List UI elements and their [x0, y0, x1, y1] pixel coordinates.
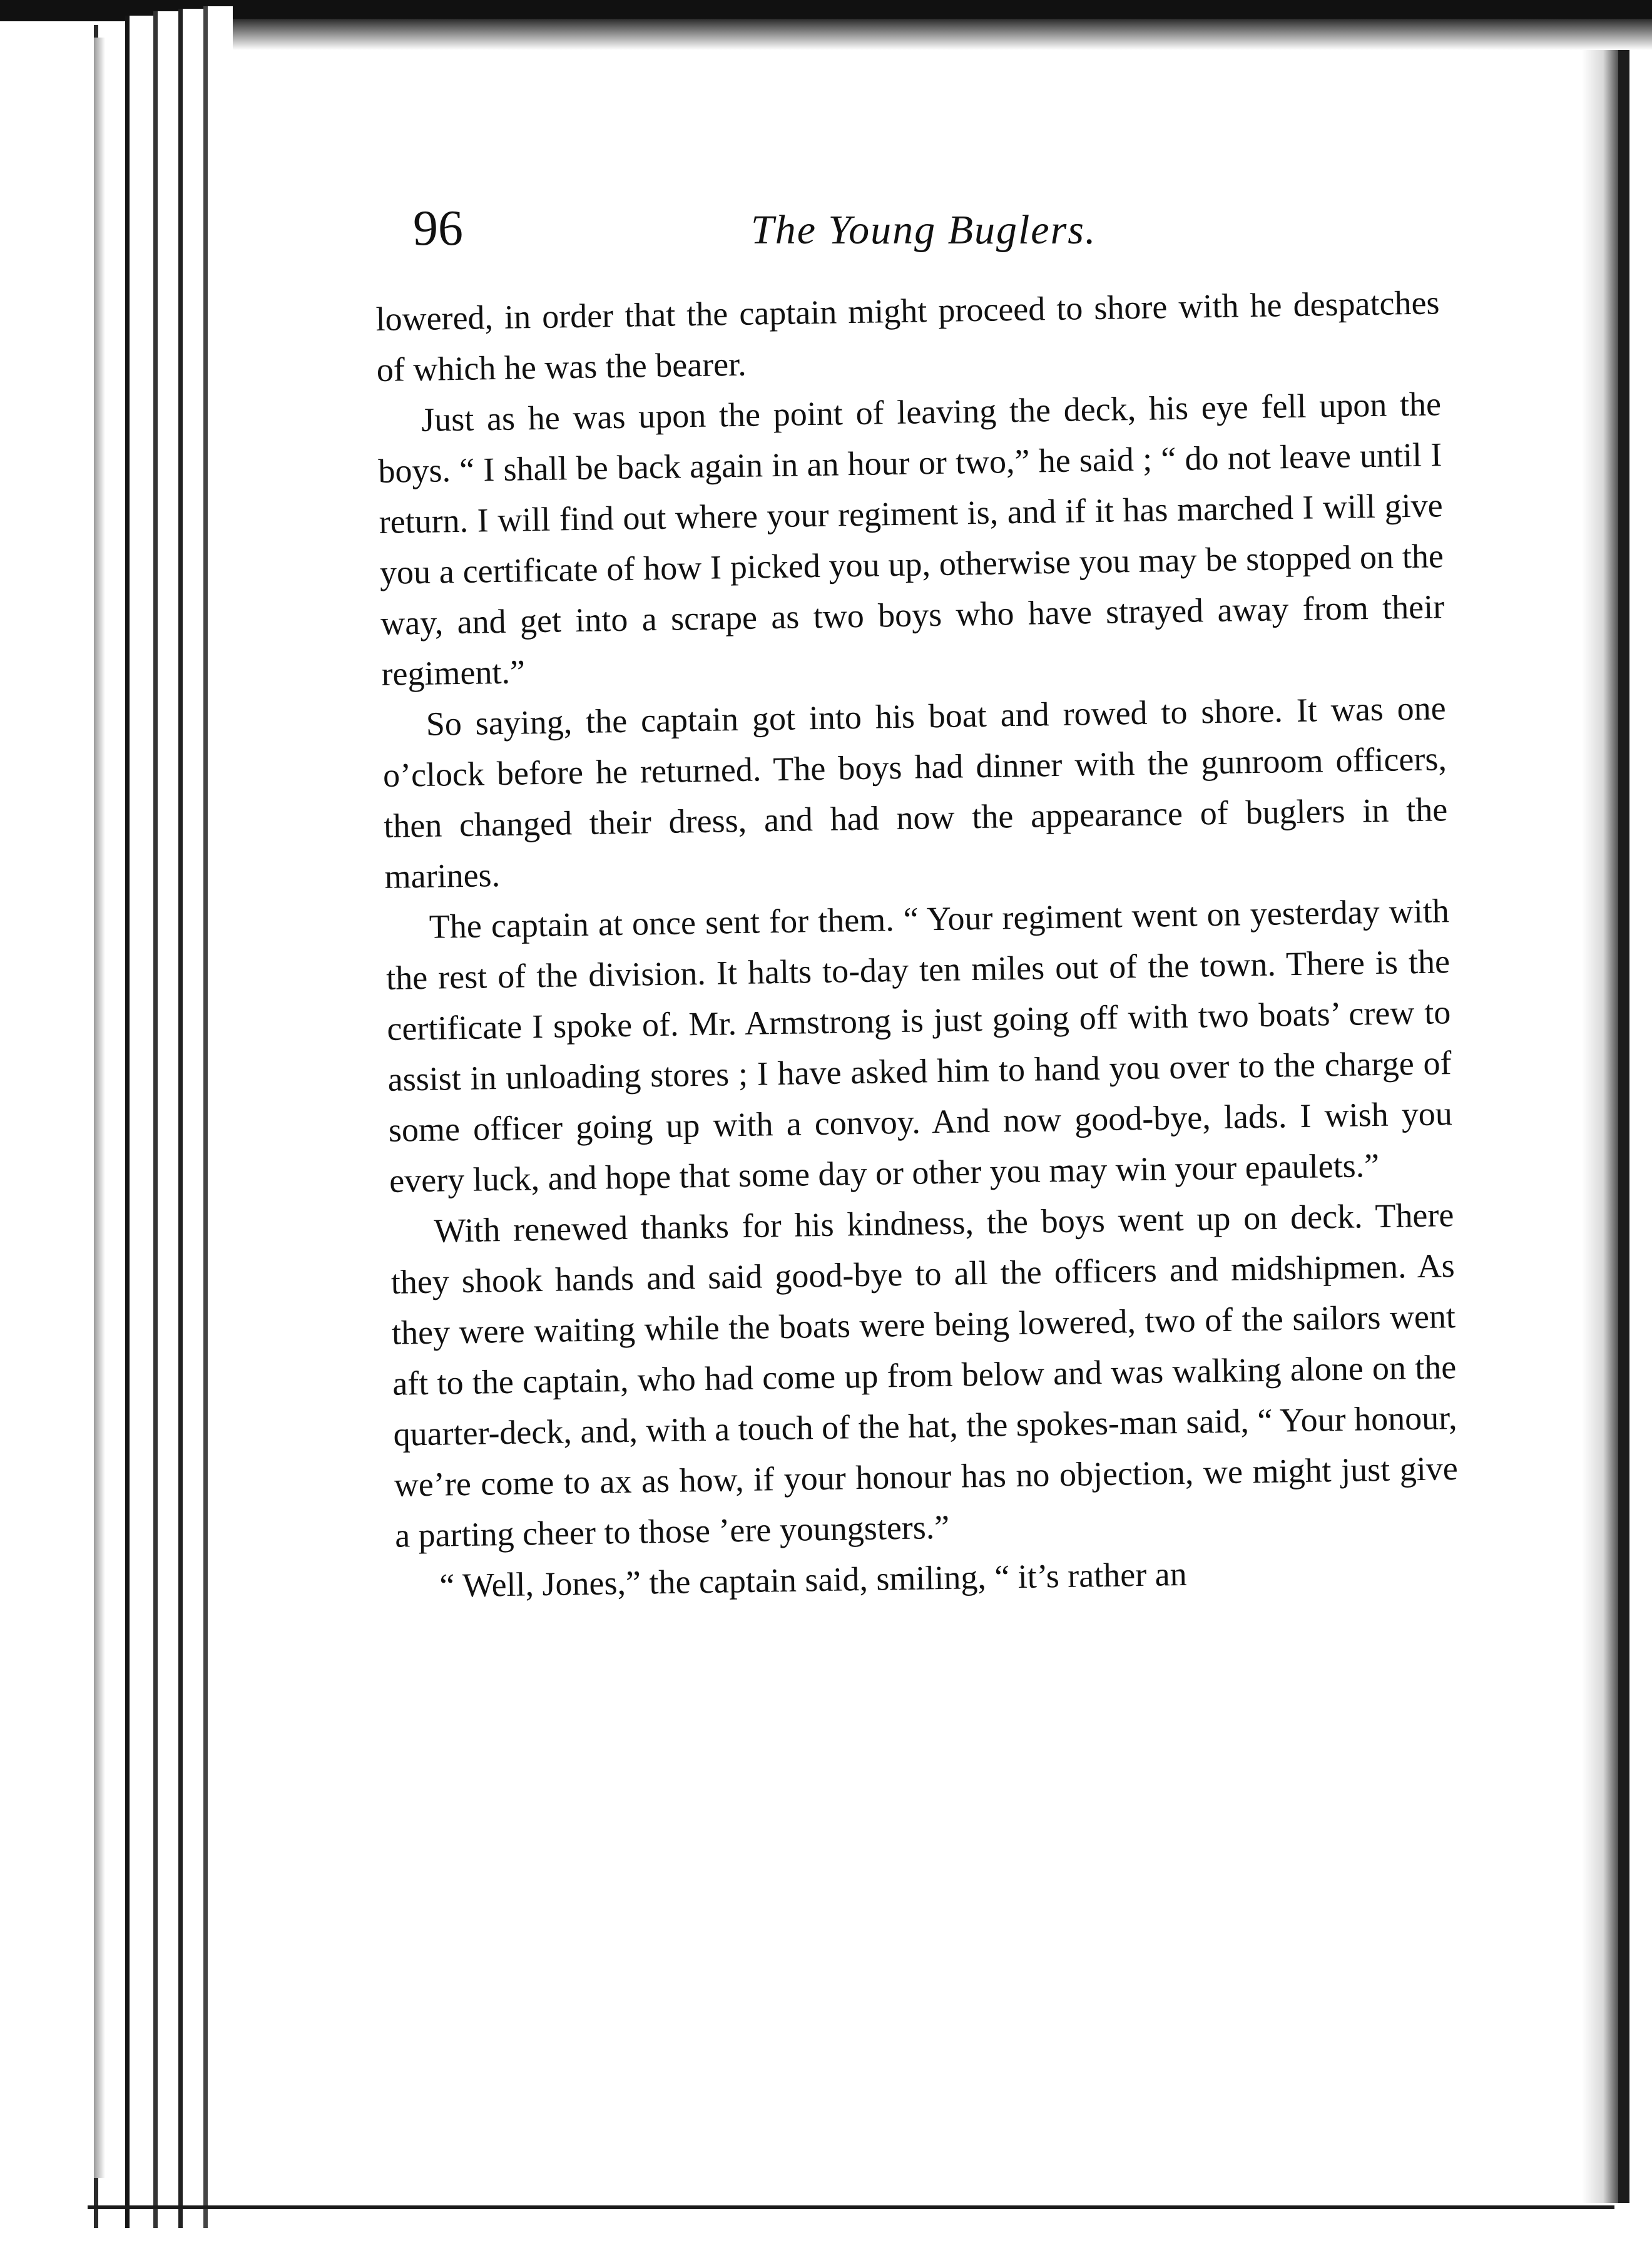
book-page: [350, 188, 1459, 1612]
gutter-dark-edge: [1618, 50, 1629, 2203]
running-head: [350, 188, 1439, 294]
paragraph: lowered, in order that the captain might proceed to shore with he despatches of which he was the bearer.: [375, 284, 1440, 389]
page-body: [375, 277, 1460, 1612]
scan-top-border: [0, 0, 1652, 21]
scan-top-shadow: [200, 19, 1652, 50]
page-edge: [203, 6, 233, 2228]
book-title: The Young Buglers.: [751, 207, 1097, 253]
paragraph: With renewed thanks for his kindness, the boys went up on deck. There they shook hands and said good-bye to all the officers and midshipmen. As they were waiting while the boats were being lowered, two of the sailors went aft to the captain, who had come up from below and was walking alone on the quarter-deck, and, with a touch of the hat, the spokes-man said, “ Your honour, we’re come to ax as how, if your honour has no objection, we might just give a parting cheer to those ’ere youngsters.”: [390, 1196, 1459, 1555]
paragraph: Just as he was upon the point of leaving the deck, his eye fell upon the boys. “ I shall be back again in an hour or two,” he said ; “ do not leave until I return. I will find out where your regiment is, and if it has marched I will give you a certificate of how I picked you up, otherwise you may be stopped on the way, and get into a scrape as two boys who have strayed away from their regiment.”: [377, 385, 1445, 693]
page-edge-shadow: [94, 38, 105, 2178]
paragraph: “ Well, Jones,” the captain said, smiling, “ it’s rather an: [439, 1555, 1188, 1605]
paragraph: So saying, the captain got into his boat and rowed to shore. It was one o’clock before he returned. The boys had dinner with the gunroom officers, then changed their dress, and had now the appearance of buglers in the marines.: [382, 689, 1448, 896]
page-stack-edges: [75, 0, 225, 2228]
paragraph: The captain at once sent for them. “ Your regiment went on yesterday with the rest of the division. It halts to-day ten miles out of the town. There is the certificate I spoke of. Mr. Armstrong is just going off with two boats’ crew to assist in unloading stores ; I have asked him to hand you over to the charge of some officer going up with a convoy. And now good-bye, lads. I wish you every luck, and hope that some day or other you may win your epaulets.”: [385, 892, 1453, 1200]
gutter-shadow: [1582, 50, 1621, 2203]
page-edge: [125, 16, 155, 2228]
page-bottom-edge: [88, 2205, 1614, 2209]
page-number: 96: [413, 201, 463, 256]
